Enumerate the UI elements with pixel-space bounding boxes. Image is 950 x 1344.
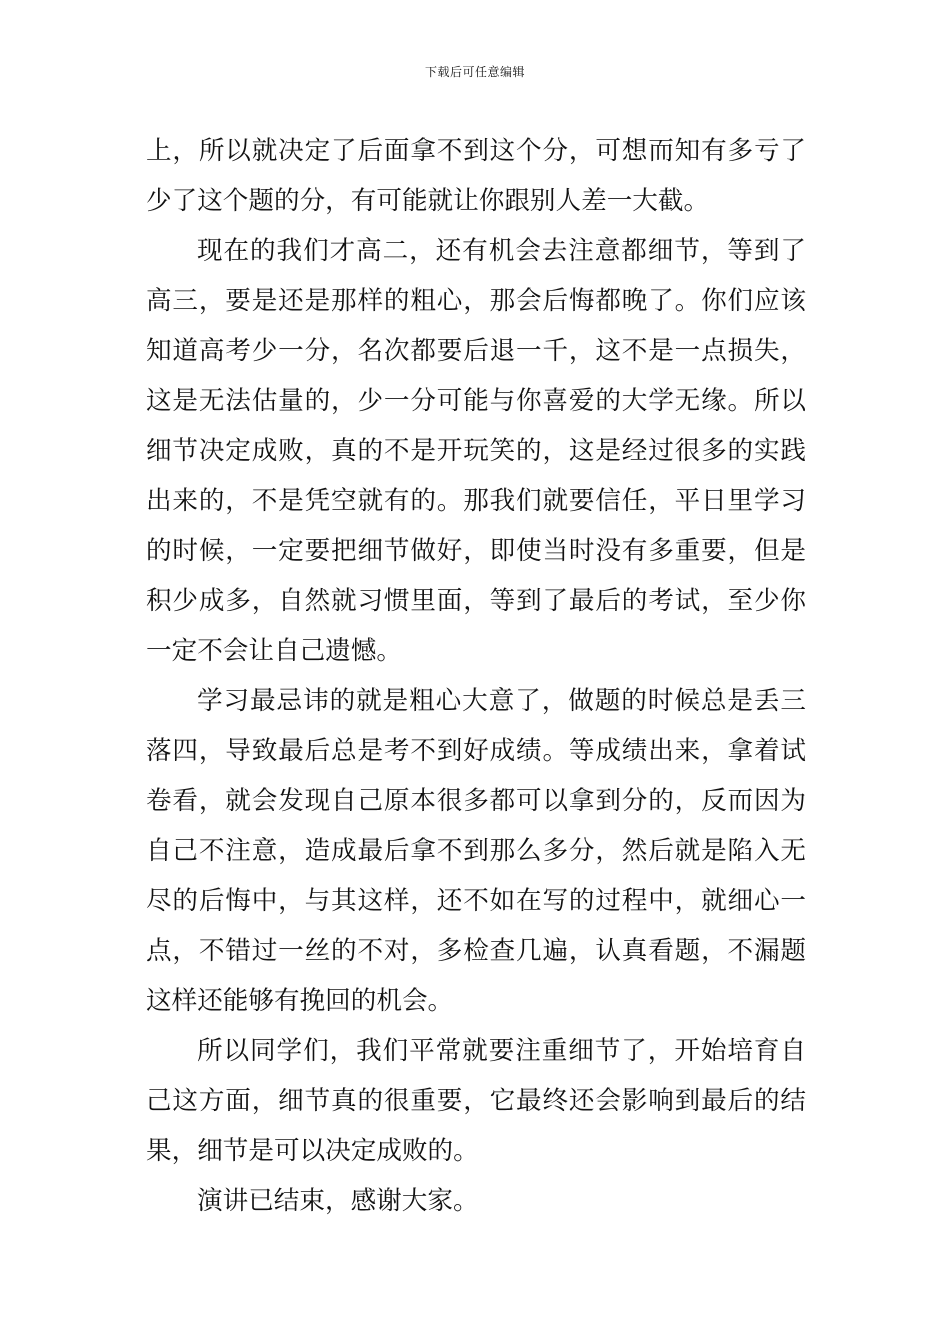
paragraph-3 bbox=[146, 676, 806, 1026]
text-line: 演讲已结束，感谢大家。 bbox=[197, 1186, 479, 1216]
text-line: 果，细节是可以决定成败的。 bbox=[146, 1136, 479, 1166]
text-line: 卷看，就会发现自己原本很多都可以拿到分的，反而因为 bbox=[146, 786, 806, 816]
paragraph-2 bbox=[146, 226, 806, 676]
text-line: 所以同学们，我们平常就要注重细节了，开始培育自 bbox=[197, 1036, 806, 1066]
text-line: 少了这个题的分，有可能就让你跟别人差一大截。 bbox=[146, 186, 710, 216]
text-line: 落四，导致最后总是考不到好成绩。等成绩出来，拿着试 bbox=[146, 736, 806, 766]
text-line: 自己不注意，造成最后拿不到那么多分，然后就是陷入无 bbox=[146, 836, 806, 866]
text-line: 这是无法估量的，少一分可能与你喜爱的大学无缘。所以 bbox=[146, 386, 806, 416]
text-line: 的时候，一定要把细节做好，即使当时没有多重要，但是 bbox=[146, 536, 806, 566]
text-line: 一定不会让自己遗憾。 bbox=[146, 636, 402, 666]
text-line: 现在的我们才高二，还有机会去注意都细节，等到了 bbox=[197, 236, 806, 266]
paragraph-5 bbox=[146, 1176, 806, 1226]
text-line: 学习最忌讳的就是粗心大意了，做题的时候总是丢三 bbox=[197, 686, 806, 716]
text-line: 出来的，不是凭空就有的。那我们就要信任，平日里学习 bbox=[146, 486, 806, 516]
text-line: 积少成多，自然就习惯里面，等到了最后的考试，至少你 bbox=[146, 586, 806, 616]
text-line: 点，不错过一丝的不对，多检查几遍，认真看题，不漏题 bbox=[146, 936, 806, 966]
text-line: 这样还能够有挽回的机会。 bbox=[146, 986, 454, 1016]
text-line: 上，所以就决定了后面拿不到这个分，可想而知有多亏了 bbox=[146, 136, 806, 166]
text-line: 细节决定成败，真的不是开玩笑的，这是经过很多的实践 bbox=[146, 436, 806, 466]
page-header: 下载后可任意编辑 bbox=[424, 65, 525, 79]
paragraph-1 bbox=[146, 126, 806, 226]
text-line: 高三，要是还是那样的粗心，那会后悔都晚了。你们应该 bbox=[146, 286, 806, 316]
text-line: 知道高考少一分，名次都要后退一千，这不是一点损失， bbox=[146, 336, 806, 366]
text-line: 尽的后悔中，与其这样，还不如在写的过程中，就细心一 bbox=[146, 886, 806, 916]
text-line: 己这方面，细节真的很重要，它最终还会影响到最后的结 bbox=[146, 1086, 806, 1116]
paragraph-4 bbox=[146, 1026, 806, 1176]
document-body bbox=[146, 126, 806, 1226]
